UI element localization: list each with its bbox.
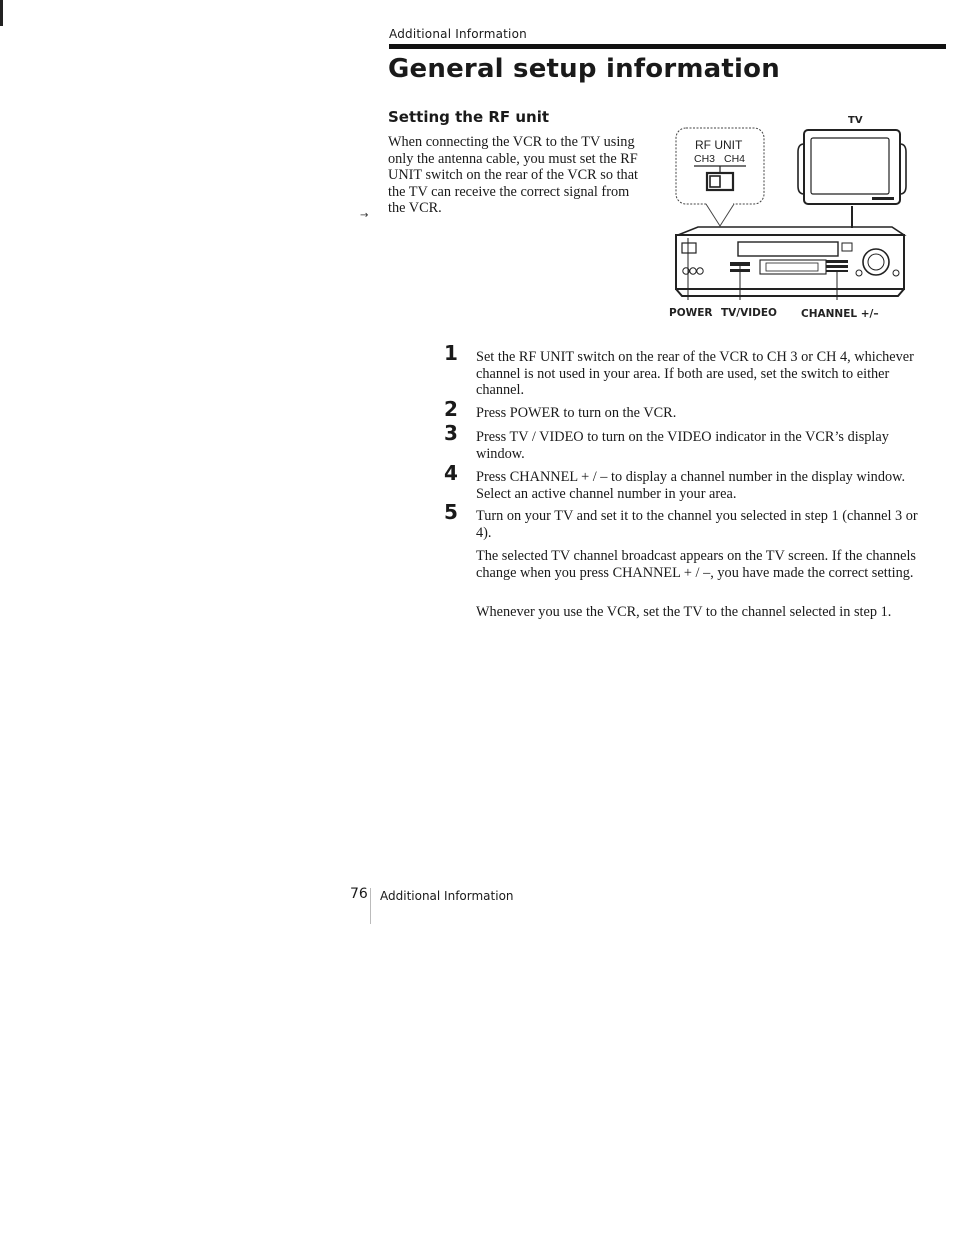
scan-edge-mark <box>0 0 3 26</box>
channel-label: CHANNEL +/– <box>801 308 879 320</box>
footer-divider <box>370 888 371 924</box>
step-number-4: 4 <box>444 461 458 485</box>
header-rule <box>389 44 946 49</box>
margin-arrow-icon: → <box>360 210 369 221</box>
step-number-3: 3 <box>444 421 458 445</box>
step-text-5: Turn on your TV and set it to the channel you selected in step 1 (channel 3 or 4). <box>476 508 918 541</box>
tv-label: TV <box>848 115 863 126</box>
step-number-2: 2 <box>444 397 458 421</box>
intro-paragraph: When connecting the VCR to the TV using only the antenna cable, you must set the RF UNIT switch on the rear of the VCR so that the TV can receive the correct signal from the VCR. <box>388 134 639 216</box>
result-paragraph: The selected TV channel broadcast appears on the TV screen. If the channels change when you press CHANNEL + / –, you have made the correct setting. <box>476 548 916 581</box>
step-text-1: Set the RF UNIT switch on the rear of the VCR to CH 3 or CH 4, whichever channel is not used in your area. If both are used, set the switch to either channel. <box>476 349 914 398</box>
rf-switch-icon <box>694 166 746 190</box>
step-text-3: Press TV / VIDEO to turn on the VIDEO indicator in the VCR’s display window. <box>476 429 889 462</box>
vcr-icon <box>676 227 904 296</box>
step-number-1: 1 <box>444 341 458 365</box>
ch3-label: CH3 <box>694 153 716 165</box>
step-text-2: Press POWER to turn on the VCR. <box>476 405 677 421</box>
step-number-5: 5 <box>444 500 458 524</box>
rf-unit-diagram <box>664 110 914 325</box>
page-title: General setup information <box>388 54 780 84</box>
section-title: Setting the RF unit <box>388 108 550 126</box>
rf-unit-label: RF UNIT <box>695 138 743 152</box>
tv-icon <box>798 130 906 204</box>
page-number: 76 <box>350 886 368 902</box>
footer-label: Additional Information <box>380 889 514 903</box>
note-paragraph: Whenever you use the VCR, set the TV to the channel selected in step 1. <box>476 604 892 620</box>
running-head: Additional Information <box>389 27 527 41</box>
ch4-label: CH4 <box>724 153 746 165</box>
tv-video-label: TV/VIDEO <box>721 307 777 319</box>
step-text-4: Press CHANNEL + / – to display a channel number in the display window. Select an active channel number in your area. <box>476 469 906 502</box>
rf-unit-diagram-svg <box>664 110 914 325</box>
power-label: POWER <box>669 307 713 319</box>
